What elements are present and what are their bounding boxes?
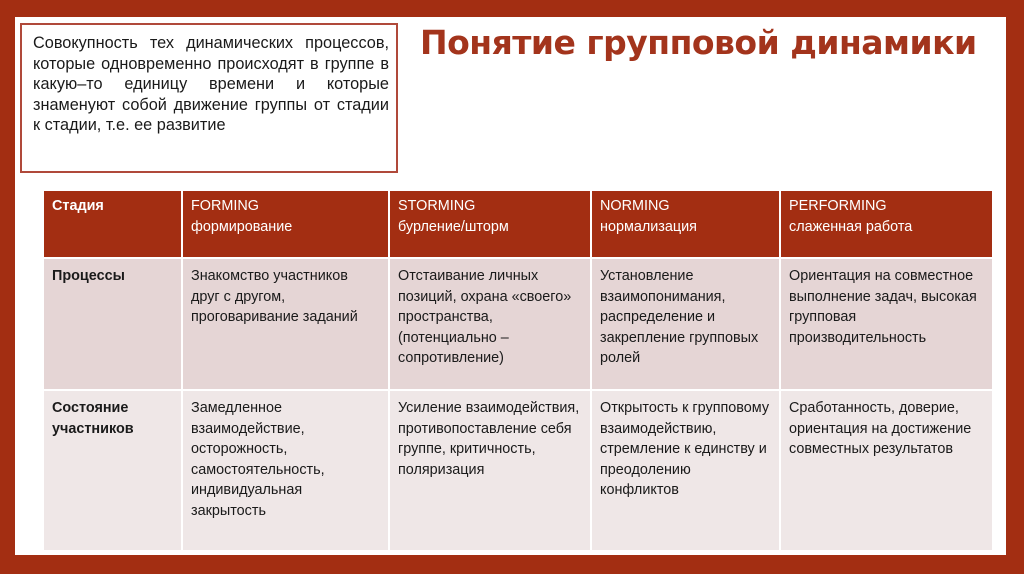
stage-name-en: FORMING	[191, 198, 259, 214]
table-cell: Усиление взаимодействия, противопоставление себя группе, критичность, поляризация	[389, 390, 591, 551]
header-cell-performing	[780, 190, 993, 258]
table-cell: Ориентация на совместное выполнение задач, высокая групповая производительность	[780, 258, 993, 390]
header-cell-storming	[389, 190, 591, 258]
header-cell-norming	[591, 190, 780, 258]
stage-name-en: PERFORMING	[789, 198, 887, 214]
table-cell: Сработанность, доверие, ориентация на достижение совместных результатов	[780, 390, 993, 551]
slide-title: Понятие групповой динамики	[420, 23, 977, 62]
slide	[15, 17, 1006, 555]
table-cell: Отстаивание личных позиций, охрана «своего» пространства, (потенциально – сопротивление)	[389, 258, 591, 390]
stage-name-ru: слаженная работа	[789, 218, 913, 235]
row-label: Состояние участников	[43, 390, 182, 551]
table-row-processes	[43, 258, 993, 390]
stage-name-en: NORMING	[600, 198, 670, 214]
stage-name-ru: бурление/шторм	[398, 218, 509, 235]
stage-name-ru: нормализация	[600, 218, 697, 235]
table-header-row	[43, 190, 993, 258]
table-cell: Знакомство участников друг с другом, проговаривание заданий	[182, 258, 389, 390]
table-row-participants-state	[43, 390, 993, 551]
table-cell: Открытость к групповому взаимодействию, стремление к единству и преодолению конфликтов	[591, 390, 780, 551]
definition-box: Совокупность тех динамических процессов, которые одновременно происходят в группе в какую–то единицу времени и которые знаменуют собой движение группы от стадии к стадии, т.е. ее развитие	[20, 23, 398, 173]
table-cell: Установление взаимопонимания, распределение и закрепление групповых ролей	[591, 258, 780, 390]
stage-name-en: STORMING	[398, 198, 476, 214]
header-cell-forming	[182, 190, 389, 258]
stage-name-ru: формирование	[191, 218, 293, 235]
group-dynamics-table	[42, 189, 994, 552]
row-label: Процессы	[43, 258, 182, 390]
header-cell-stage: Стадия	[43, 190, 182, 258]
table-cell: Замедленное взаимодействие, осторожность, самостоятельность, индивидуальная закрытость	[182, 390, 389, 551]
